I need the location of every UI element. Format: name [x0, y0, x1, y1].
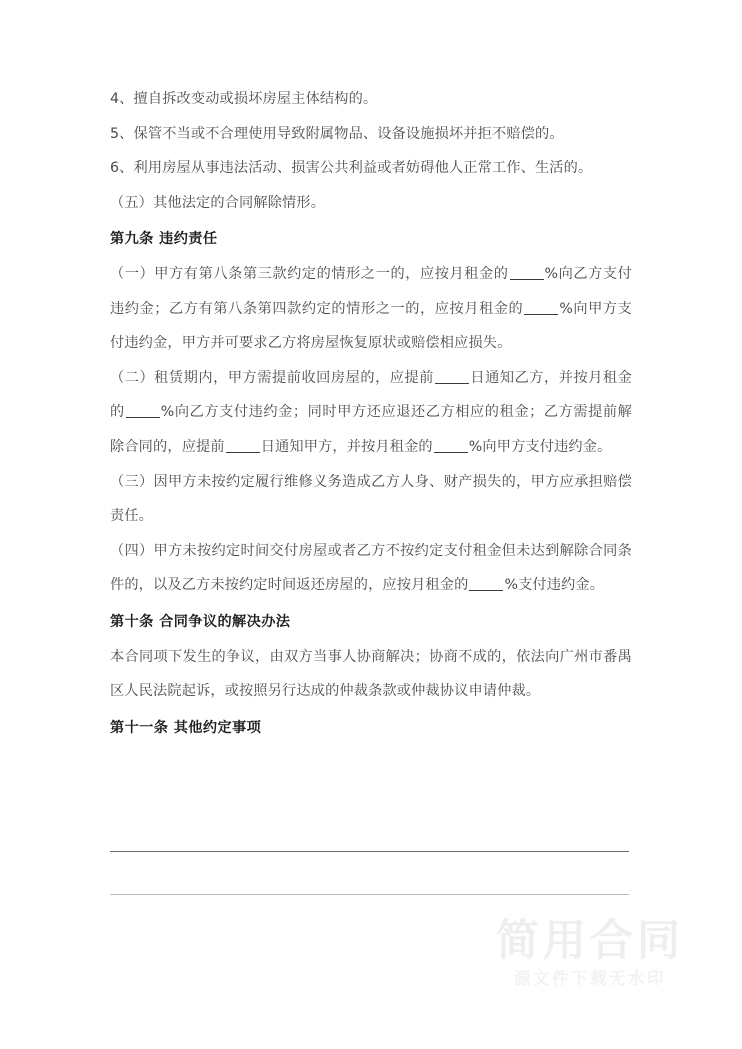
clause9-item-1-seg-2: %向甲方支付违约金，甲方并可要求乙方将房屋恢复原状或赔偿相应损失。: [110, 300, 633, 352]
clause9-item-2-seg-1: 日通知乙方，并按月租金的: [110, 369, 632, 421]
clause8-item-4: 4、擅自拆改变动或损坏房屋主体结构的。: [110, 91, 378, 107]
document-body: [110, 82, 632, 745]
clause9-item-2-seg-4: %向甲方支付违约金。: [468, 438, 612, 455]
clause11-write-in-line-2-wrap: [110, 894, 629, 895]
watermark-subtitle: 源文件下载无水印: [514, 969, 666, 988]
watermark: [474, 916, 706, 991]
clause11-write-in-line-1-wrap: [110, 851, 629, 852]
fill-in-blank[interactable]: [434, 439, 468, 453]
fill-in-blank[interactable]: [469, 577, 503, 591]
clause10-paragraph: 本合同项下发生的争议，由双方当事人协商解决；协商不成的，依法向广州市番禺区人民法院起诉，或按照另行达成的仲裁条款或仲裁协议申请仲裁。: [110, 648, 632, 700]
clause9-item-2-seg-3: 日通知甲方，并按月租金的: [260, 438, 433, 455]
clause11-heading: 第十一条 其他约定事项: [110, 719, 262, 736]
fill-in-blank[interactable]: [510, 266, 544, 280]
fill-in-blank[interactable]: [226, 439, 260, 453]
clause9-item-1: [110, 257, 632, 361]
fill-in-blank[interactable]: [524, 301, 558, 315]
clause9-item-1-seg-1: %向乙方支付违约金；乙方有第八条第四款约定的情形之一的，应按月租金的: [110, 265, 632, 317]
clause9-item-4-seg-0: （四）甲方未按约定时间交付房屋或者乙方不按约定支付租金但未达到解除合同条件的，以及乙方未按约定时间返还房屋的，应按月租金的: [110, 542, 632, 594]
clause8-item-5: 5、保管不当或不合理使用导致附属物品、设备设施损坏并拒不赔偿的。: [110, 125, 564, 142]
watermark-title: 简用合同: [496, 916, 684, 966]
clause9-item-2-seg-0: （二）租赁期内，甲方需提前收回房屋的，应提前: [110, 369, 434, 386]
clause9-item-2: [110, 361, 632, 465]
fill-in-blank[interactable]: [435, 370, 469, 384]
clause9-item-1-seg-0: （一）甲方有第八条第三款约定的情形之一的，应按月租金的: [110, 265, 509, 282]
clause9-item-4: [110, 534, 632, 603]
clause8-item-five-cn: （五）其他法定的合同解除情形。: [110, 194, 326, 211]
clause9-item-3-seg-0: （三）因甲方未按约定履行维修义务造成乙方人身、财产损失的，甲方应承担赔偿责任。: [110, 473, 632, 525]
clause11-write-in-line-2[interactable]: [110, 894, 629, 895]
clause9-item-4-seg-1: %支付违约金。: [504, 577, 605, 594]
clause9-heading: 第九条 违约责任: [110, 231, 218, 248]
clause9-item-2-seg-2: %向乙方支付违约金；同时甲方还应退还乙方相应的租金；乙方需提前解除合同的，应提前: [110, 404, 632, 455]
fill-in-blank[interactable]: [126, 404, 160, 418]
clause9-item-3: [110, 465, 632, 534]
clause8-item-6: 6、利用房屋从事违法活动、损害公共利益或者妨碍他人正常工作、生活的。: [110, 160, 593, 177]
clause10-heading: 第十条 合同争议的解决办法: [110, 613, 291, 630]
clause11-write-in-line-1[interactable]: [110, 851, 629, 852]
